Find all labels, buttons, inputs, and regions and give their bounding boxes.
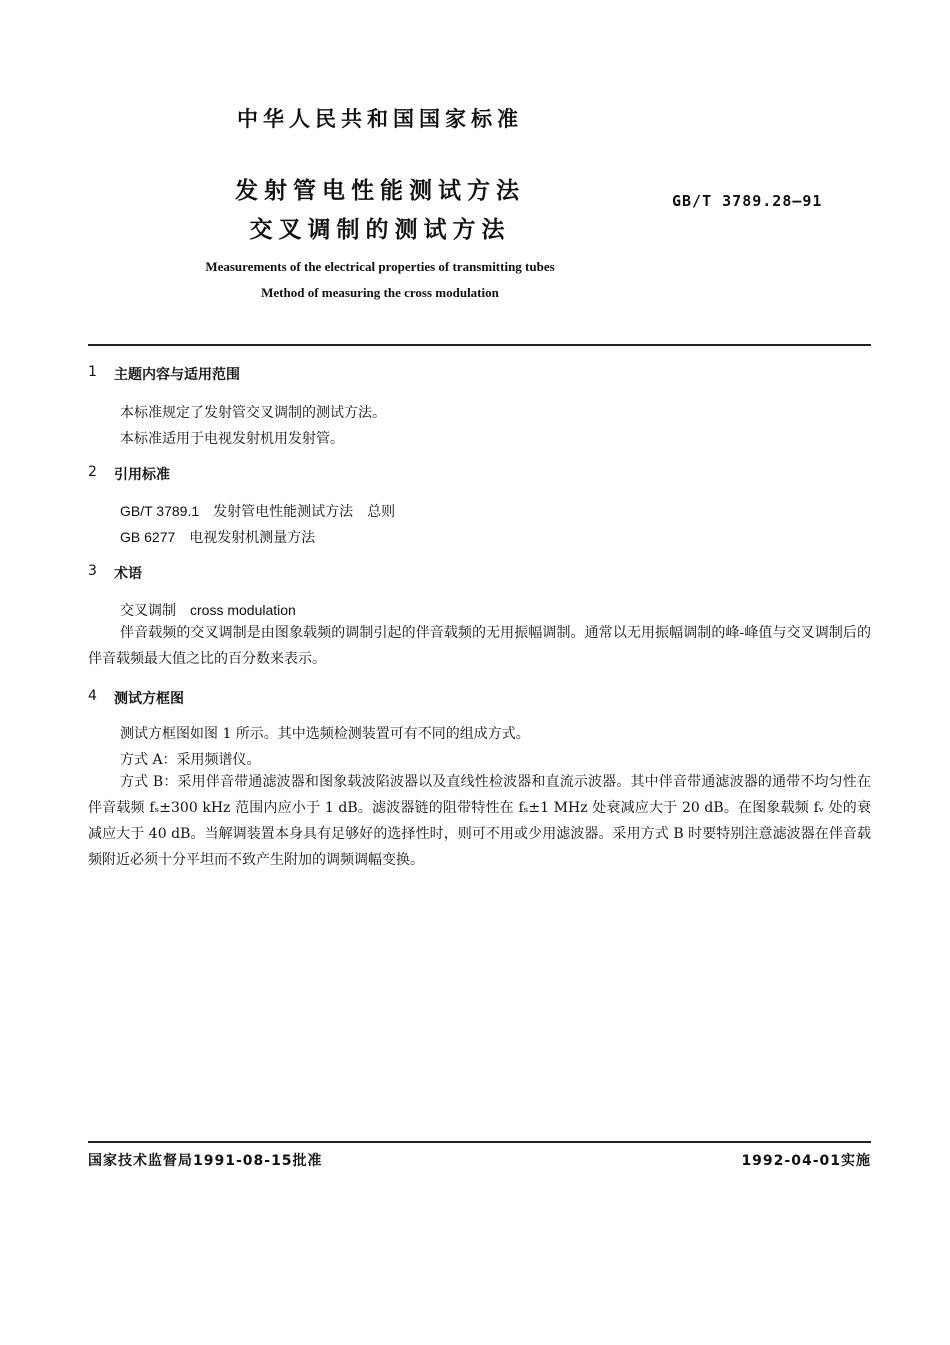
section-1-paragraph-2: 本标准适用于电视发射机用发射管。 — [120, 431, 344, 447]
standard-code: GB/T 3789.28—91 — [672, 192, 823, 210]
document-title-line2: 交叉调制的测试方法 — [249, 217, 511, 243]
reference-1-code: GB/T 3789.1 — [120, 503, 200, 519]
section-3-title: 术语 — [114, 566, 142, 582]
section-1-title: 主题内容与适用范围 — [114, 367, 240, 383]
term-english: cross modulation — [190, 602, 296, 618]
reference-2 — [120, 527, 315, 547]
section-4-paragraph-3: 方式 B：采用伴音带通滤波器和图象载波陷波器以及直线性检波器和直流示波器。其中伴音带通滤波器的通带不均匀性在伴音载频 fₛ±300 kHz 范围内应小于 1 dB。滤波器链的阻带特性在 fₛ±1 MHz 处衰减应大于 20 dB。在图象载频 fᵥ 处的衰减应大于 40 dB。当解调装置本身具有足够好的选择性时，则可不用或少用滤波器。采用方式 B 时要特别注意滤波器在伴音载频附近必须十分平坦而不致产生附加的调频调幅变换。 — [88, 774, 871, 868]
section-4-paragraph-2: 方式 A：采用频谱仪。 — [120, 752, 261, 768]
english-title-line2: Method of measuring the cross modulation — [261, 285, 499, 300]
footer-divider — [88, 1141, 871, 1143]
section-4-title: 测试方框图 — [114, 691, 184, 707]
english-title-line1: Measurements of the electrical properties of transmitting tubes — [205, 259, 555, 274]
implementation-date: 1992-04-01实施 — [741, 1153, 871, 1169]
approval-date: 国家技术监督局1991-08-15批准 — [88, 1153, 323, 1169]
section-2-title: 引用标准 — [114, 467, 170, 483]
reference-2-title: 电视发射机测量方法 — [189, 530, 316, 546]
section-2-number: 2 — [88, 464, 97, 480]
document-title-line1: 发射管电性能测试方法 — [235, 178, 525, 204]
header-divider — [88, 344, 871, 346]
reference-2-code: GB 6277 — [120, 529, 176, 545]
section-1-number: 1 — [88, 364, 97, 380]
section-4-paragraph-1: 测试方框图如图 1 所示。其中选频检测装置可有不同的组成方式。 — [120, 726, 530, 742]
section-3-number: 3 — [88, 563, 97, 579]
term-chinese: 交叉调制 — [120, 603, 176, 619]
section-4-number: 4 — [88, 688, 97, 704]
reference-1-title: 发射管电性能测试方法 总则 — [213, 504, 396, 520]
term-definition: 伴音载频的交叉调制是由图象载频的调制引起的伴音载频的无用振幅调制。通常以无用振幅调制的峰-峰值与交叉调制后的伴音载频最大值之比的百分数来表示。 — [88, 625, 871, 667]
national-standard-heading: 中华人民共和国国家标准 — [237, 107, 523, 131]
reference-1 — [120, 501, 395, 521]
section-1-paragraph-1: 本标准规定了发射管交叉调制的测试方法。 — [120, 405, 386, 421]
term-entry — [120, 600, 296, 620]
